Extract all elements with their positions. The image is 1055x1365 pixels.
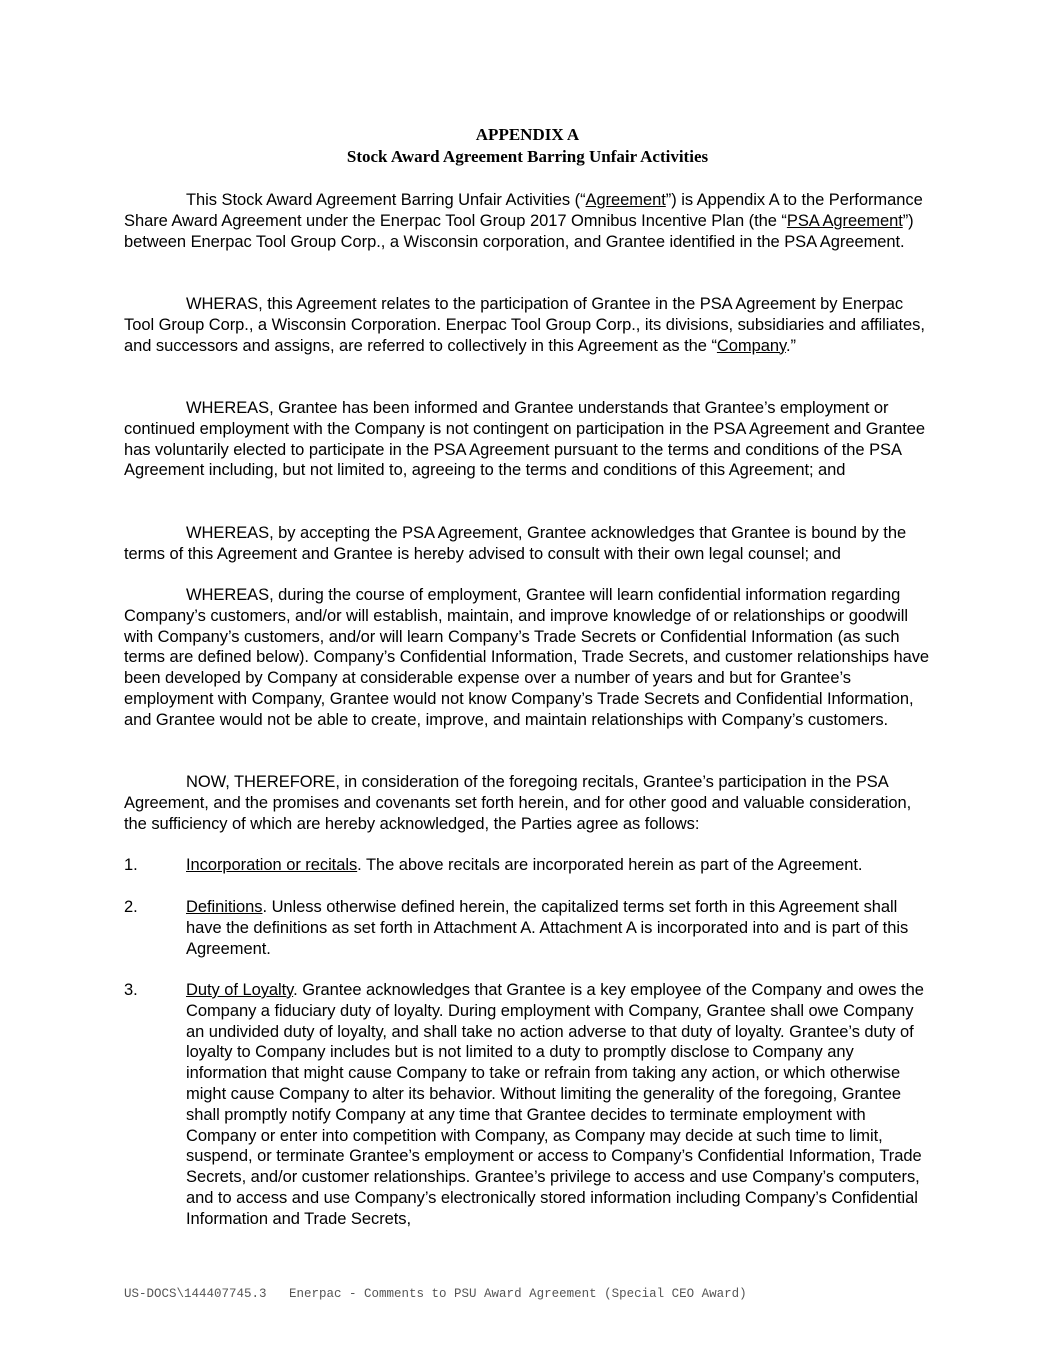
intro-text-a: This Stock Award Agreement Barring Unfair Activities (“ — [186, 191, 586, 209]
paragraph-whereas-2: WHEREAS, by accepting the PSA Agreement, Grantee acknowledges that Grantee is bound by the terms of this Agreement and Grantee is hereby advised to consult with their own legal counsel; and — [124, 524, 907, 563]
paragraph-intro — [124, 190, 934, 252]
section-text: . Unless otherwise defined herein, the capitalized terms set forth in this Agreement shall have the definitions as set forth in Attachment A. Attachment A is incorporated into and is part of this Agreement. — [186, 898, 909, 958]
section-number: 2. — [124, 898, 138, 916]
section-title: Incorporation or recitals — [186, 856, 358, 874]
section-title: Duty of Loyalty — [186, 981, 294, 999]
section-number: 3. — [124, 981, 138, 999]
paragraph-whereas-3: WHEREAS, during the course of employment, Grantee will learn confidential information regarding Company’s customers, and/or will establish, maintain, and improve knowledge of or relationships or goodwill with Company’s customers, and/or will learn Company’s Trade Secrets or Confidential Information (as such terms are defined below). Company’s Confidential Information, Trade Secrets, and customer relationships have been developed by Company at considerable expense over a number of years and but for Grantee’s employment with Company, Grantee would not know Company’s Trade Secrets and Confidential Information, and Grantee would not be able to create, improve, and maintain relationships with Company’s customers. — [124, 586, 930, 729]
intro-text-b: ”) is Appendix A to the Performance Share Award Agreement under the Enerpac Tool Group 2017 Omnibus Incentive Plan (the “ — [124, 191, 923, 230]
section-text: . Grantee acknowledges that Grantee is a key employee of the Company and owes the Company a fiduciary duty of loyalty. During employment with Company, Grantee shall owe Company an undivided duty of loyalty, and shall take no action adverse to that duty of loyalty. Grantee’s duty of loyalty to Company includes but is not limited to a duty to promptly disclose to Company any information that might cause Company to take or refrain from taking any action, or which otherwise might cause Company to alter its behavior. Without limiting the generality of the foregoing, Grantee shall promptly notify Company at any time that Grantee decides to terminate employment with Company or enter into competition with Company, as Company may decide at such time to limit, suspend, or terminate Grantee’s employment or access to Company’s Confidential Information, Trade Secrets, and/or customer relationships. Grantee’s privilege to access and use Company’s computers, and to access and use Company’s electronically stored information including Company’s Confidential Information and Trade Secrets, — [186, 981, 924, 1228]
paragraph-wheras — [124, 294, 934, 356]
wheras-text-b: .” — [785, 336, 796, 355]
defined-term-agreement: Agreement — [585, 191, 666, 209]
agreement-title: Stock Award Agreement Barring Unfair Activities — [346, 147, 709, 166]
section-3 — [124, 980, 936, 1240]
section-2 — [124, 897, 936, 961]
paragraph-now-therefore: NOW, THEREFORE, in consideration of the foregoing recitals, Grantee’s participation in the PSA Agreement, and the promises and covenants set forth herein, and for other good and valuable consideration, the sufficiency of which are hereby acknowledged, the Parties agree as follows: — [124, 773, 912, 833]
section-text: . The above recitals are incorporated herein as part of the Agreement. — [357, 856, 863, 874]
intro-text-c: ”) between Enerpac Tool Group Corp., a Wisconsin corporation, and Grantee identified in the PSA Agreement. — [124, 211, 914, 251]
appendix-title: APPENDIX A — [475, 125, 580, 144]
section-number: 1. — [124, 856, 138, 874]
document-footer: US-DOCS\144407745.3 Enerpac - Comments to PSU Award Agreement (Special CEO Award) — [124, 1287, 747, 1301]
defined-term-company: Company — [716, 336, 786, 355]
defined-term-psa-agreement: PSA Agreement — [786, 211, 903, 230]
section-title: Definitions — [186, 898, 263, 916]
wheras-text-a: WHERAS, this Agreement relates to the participation of Grantee in the PSA Agreement by Enerpac Tool Group Corp., a Wisconsin Corporation. Enerpac Tool Group Corp., its divisions, subsidiaries and affiliates, and successors and assigns, are referred to collectively in this Agreement as the “ — [124, 295, 925, 355]
section-1 — [124, 855, 936, 877]
paragraph-whereas-1: WHEREAS, Grantee has been informed and Grantee understands that Grantee’s employment or continued employment with the Company is not contingent on participation in the PSA Agreement and Grantee has voluntarily elected to participate in the PSA Agreement pursuant to the terms and conditions of the PSA Agreement including, but not limited to, agreeing to the terms and conditions of this Agreement; and — [124, 399, 925, 480]
